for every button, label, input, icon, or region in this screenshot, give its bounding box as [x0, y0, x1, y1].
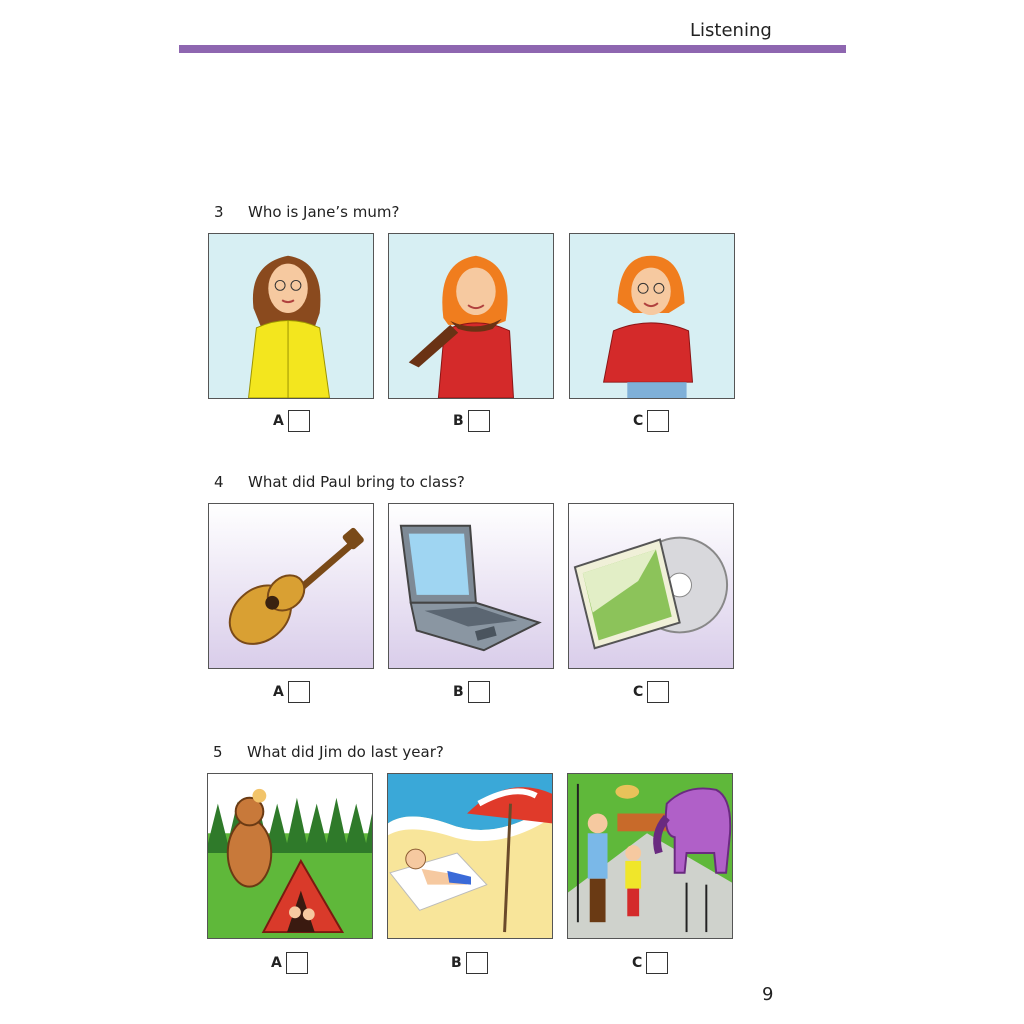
woman-glasses-red-sweater-image	[570, 234, 734, 398]
picture-option-3b[interactable]	[388, 233, 554, 399]
laptop-image	[389, 504, 553, 668]
picture-option-3c[interactable]	[569, 233, 735, 399]
question-text: What did Jim do last year?	[247, 743, 444, 761]
question-5	[213, 743, 444, 761]
question-number: 4	[214, 473, 224, 491]
picture-option-4a[interactable]	[208, 503, 374, 669]
answer-4b	[453, 681, 490, 703]
answer-3c	[633, 410, 669, 432]
picture-option-5a[interactable]	[207, 773, 373, 939]
question-4	[214, 473, 465, 491]
answer-4c	[633, 681, 669, 703]
question-3	[214, 203, 399, 221]
answer-checkbox-4b[interactable]	[468, 681, 490, 703]
header-bar	[179, 45, 846, 53]
option-letter: A	[273, 413, 284, 429]
page-number: 9	[762, 984, 774, 1005]
answer-5b	[451, 952, 488, 974]
answer-3a	[273, 410, 310, 432]
option-letter: B	[453, 413, 464, 429]
picture-option-5b[interactable]	[387, 773, 553, 939]
answer-checkbox-3c[interactable]	[647, 410, 669, 432]
answer-5c	[632, 952, 668, 974]
camping-tent-bear-image	[208, 774, 372, 938]
option-letter: A	[271, 955, 282, 971]
answer-checkbox-3b[interactable]	[468, 410, 490, 432]
option-letter: C	[632, 955, 643, 971]
answer-checkbox-5b[interactable]	[466, 952, 488, 974]
zoo-elephant-image	[568, 774, 732, 938]
question-text: Who is Jane’s mum?	[248, 203, 400, 221]
answer-checkbox-5a[interactable]	[286, 952, 308, 974]
answer-checkbox-4a[interactable]	[288, 681, 310, 703]
picture-option-4b[interactable]	[388, 503, 554, 669]
answer-checkbox-5c[interactable]	[646, 952, 668, 974]
question-text: What did Paul bring to class?	[248, 473, 465, 491]
picture-option-5c[interactable]	[567, 773, 733, 939]
question-number: 3	[214, 203, 224, 221]
answer-checkbox-4c[interactable]	[647, 681, 669, 703]
picture-option-4c[interactable]	[568, 503, 734, 669]
option-letter: A	[273, 684, 284, 700]
option-letter: B	[451, 955, 462, 971]
option-letter: C	[633, 413, 644, 429]
option-letter: B	[453, 684, 464, 700]
cd-image	[569, 504, 733, 668]
option-letter: C	[633, 684, 644, 700]
answer-4a	[273, 681, 310, 703]
guitar-image	[209, 504, 373, 668]
header-title: Listening	[690, 20, 772, 41]
woman-glasses-yellow-coat-image	[209, 234, 373, 398]
answer-3b	[453, 410, 490, 432]
answer-5a	[271, 952, 308, 974]
woman-red-sweater-scarf-image	[389, 234, 553, 398]
question-number: 5	[213, 743, 223, 761]
picture-option-3a[interactable]	[208, 233, 374, 399]
answer-checkbox-3a[interactable]	[288, 410, 310, 432]
beach-umbrella-image	[388, 774, 552, 938]
